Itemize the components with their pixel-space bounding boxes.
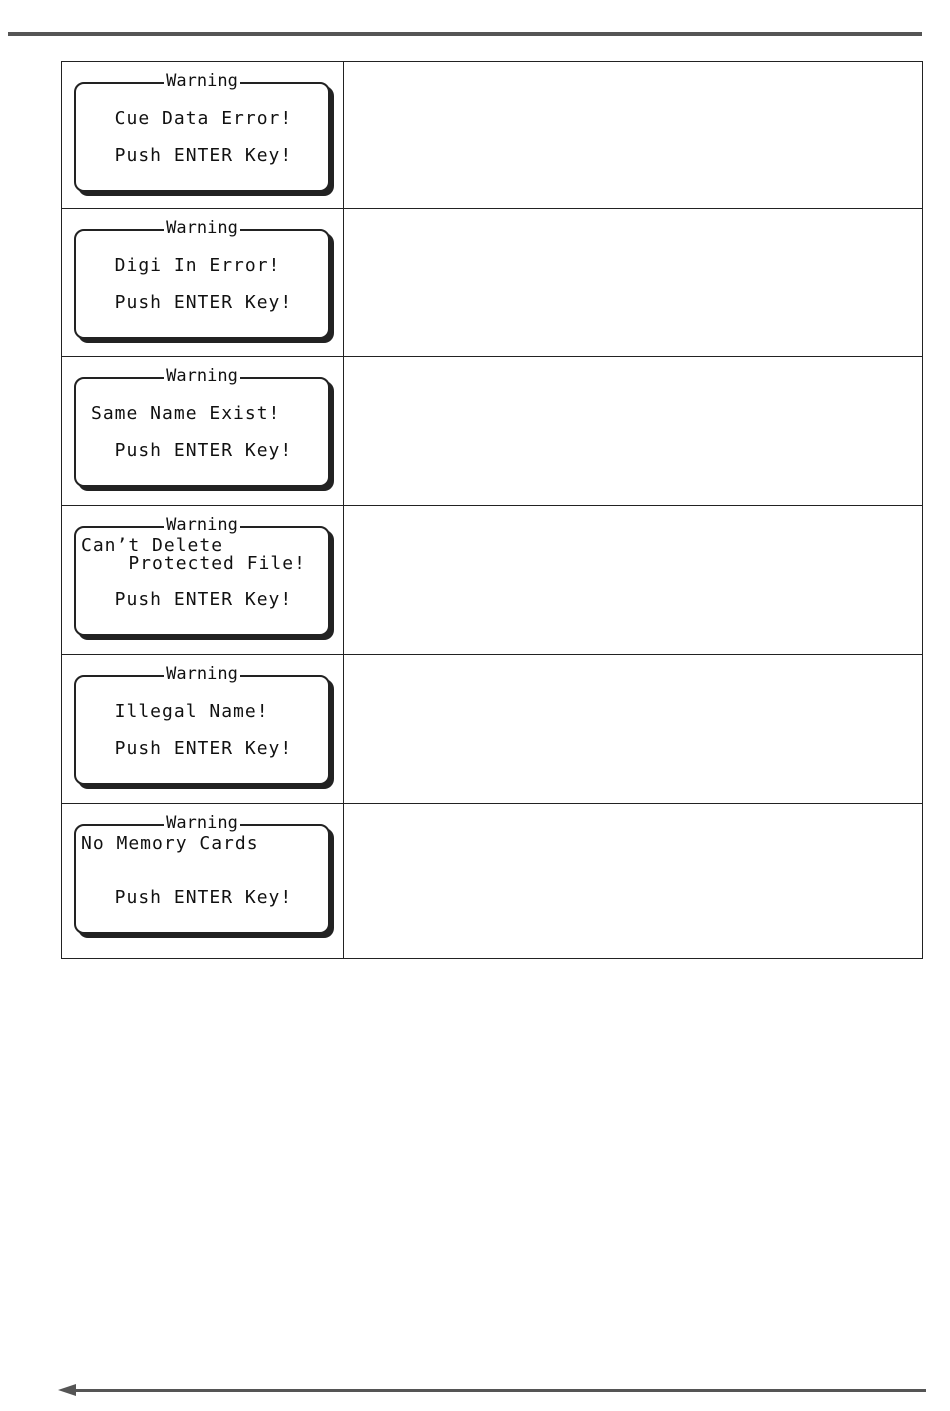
lcd-title: Warning xyxy=(166,71,238,91)
lcd-warning-display xyxy=(74,218,330,339)
lcd-cell xyxy=(62,506,344,655)
lcd-line-1: Same Name Exist! xyxy=(91,403,281,424)
table-row xyxy=(62,209,923,357)
bottom-rule xyxy=(74,1389,926,1392)
lcd-cell xyxy=(62,62,344,209)
lcd-line-1: No Memory Cards xyxy=(81,833,259,854)
lcd-line-3: Push ENTER Key! xyxy=(91,589,293,610)
description-cell xyxy=(344,209,923,357)
lcd-cell xyxy=(62,209,344,357)
table-row xyxy=(62,62,923,209)
description-cell xyxy=(344,655,923,804)
table-row xyxy=(62,357,923,506)
top-rule xyxy=(8,32,922,36)
lcd-line-1: Illegal Name! xyxy=(91,701,269,722)
lcd-line-1: Cue Data Error! xyxy=(91,108,293,129)
lcd-line-3: Push ENTER Key! xyxy=(91,292,293,313)
lcd-cell xyxy=(62,655,344,804)
table-row xyxy=(62,804,923,959)
lcd-title: Warning xyxy=(166,813,238,833)
lcd-title: Warning xyxy=(166,664,238,684)
lcd-line-3: Push ENTER Key! xyxy=(91,738,293,759)
description-cell xyxy=(344,804,923,959)
lcd-warning-display xyxy=(74,664,330,785)
lcd-cell xyxy=(62,357,344,506)
lcd-cell xyxy=(62,804,344,959)
lcd-warning-display xyxy=(74,366,330,487)
lcd-line-2: Protected File! xyxy=(81,553,306,574)
lcd-line-1: Digi In Error! xyxy=(91,255,281,276)
lcd-line-3: Push ENTER Key! xyxy=(91,887,293,908)
warning-messages-table xyxy=(61,61,923,959)
description-cell xyxy=(344,62,923,209)
lcd-line-3: Push ENTER Key! xyxy=(91,145,293,166)
lcd-title: Warning xyxy=(166,515,238,535)
description-cell xyxy=(344,357,923,506)
table-row xyxy=(62,655,923,804)
lcd-title: Warning xyxy=(166,366,238,386)
lcd-line-3: Push ENTER Key! xyxy=(91,440,293,461)
lcd-warning-display xyxy=(74,515,330,636)
description-cell xyxy=(344,506,923,655)
lcd-line-1: Can’t Delete xyxy=(81,535,224,556)
lcd-warning-display xyxy=(74,813,330,934)
lcd-title: Warning xyxy=(166,218,238,238)
lcd-warning-display xyxy=(74,71,330,192)
table-row xyxy=(62,506,923,655)
